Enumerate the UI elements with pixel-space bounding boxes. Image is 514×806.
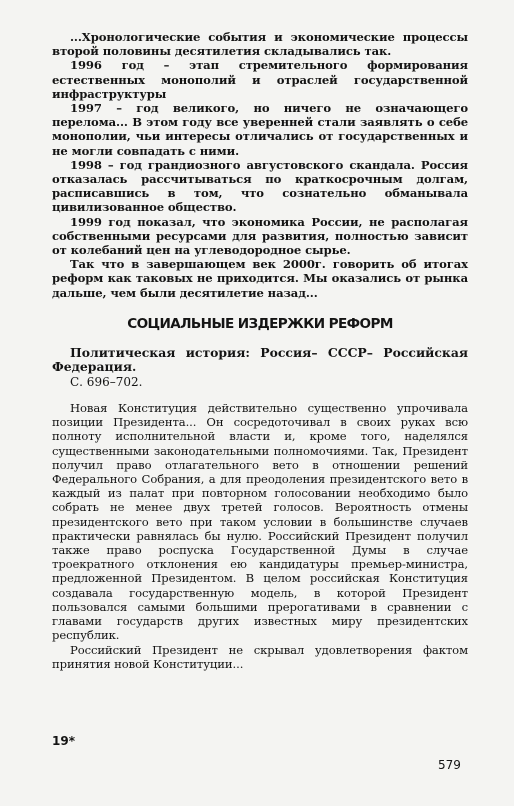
paragraph: 1999 год показал, что экономика России, не располагая собственными ресурсами для развития, полностью зависит от колебаний цен на углеводородное сырье. (52, 214, 468, 258)
constitution-block (52, 401, 468, 671)
section-heading: СОЦИАЛЬНЫЕ ИЗДЕРЖКИ РЕФОРМ (127, 315, 393, 332)
paragraph: 1998 – год грандиозного августовского скандала. Россия отказалась рассчитываться по краткосрочным долгам, расписавшись в том, что сознательно обманывала цивилизованное общество. (52, 157, 468, 215)
signature-mark: 19* (52, 734, 75, 748)
paragraph: Новая Конституция действительно существенно упрочивала позиции Президента... Он сосредоточивал в своих руках всю полноту исполнительной власти и, кроме того, наделялся существенными законодательными полномочиями. Так, Президент получил право отлагательного вето в отношении решений Федерального Собрания, а для преодоления президентского вето в каждый из палат при повторном голосовании необходимо было собрать не менее двух третей голосов. Вероятность отмены президентского вето при таком условии в большинстве случаев практически равнялась бы нулю. Российский Президент получил также право роспуска Государственной Думы в случае троекратного отклонения ею кандидатуры премьер-министра, предложенной Президентом. В целом российская Конституция создавала государственную модель, в которой Президент пользовался самыми большими прерогативами в сравнении с главами государств других известных миру президентских республик. (52, 401, 468, 643)
page-number: 579 (438, 758, 461, 772)
source-title: Политическая история: Россия– СССР– Российская Федерация. (52, 344, 468, 375)
paragraph: Так что в завершающем век 2000г. говорить об итогах реформ как таковых не приходится. Мы оказались от рынка дальше, чем были десятилетие назад... (52, 257, 468, 300)
chronology-block (52, 30, 468, 300)
paragraph: ...Хронологические события и экономические процессы второй половины десятилетия складывались так. (52, 30, 468, 59)
paragraph: 1997 – год великого, но ничего не означающего перелома... В этом году все уверенней стали заявлять о себе монополии, чьи интересы отличались от государственных и не могли совпадать с ними. (52, 101, 468, 158)
paragraph: Российский Президент не скрывал удовлетворения фактом принятия новой Конституции... (52, 642, 468, 671)
page-content (52, 30, 468, 671)
source-pages: С. 696–702. (70, 375, 143, 390)
paragraph: 1996 год – этап стремительного формирования естественных монополий и отраслей государственной инфраструктуры (52, 58, 468, 101)
